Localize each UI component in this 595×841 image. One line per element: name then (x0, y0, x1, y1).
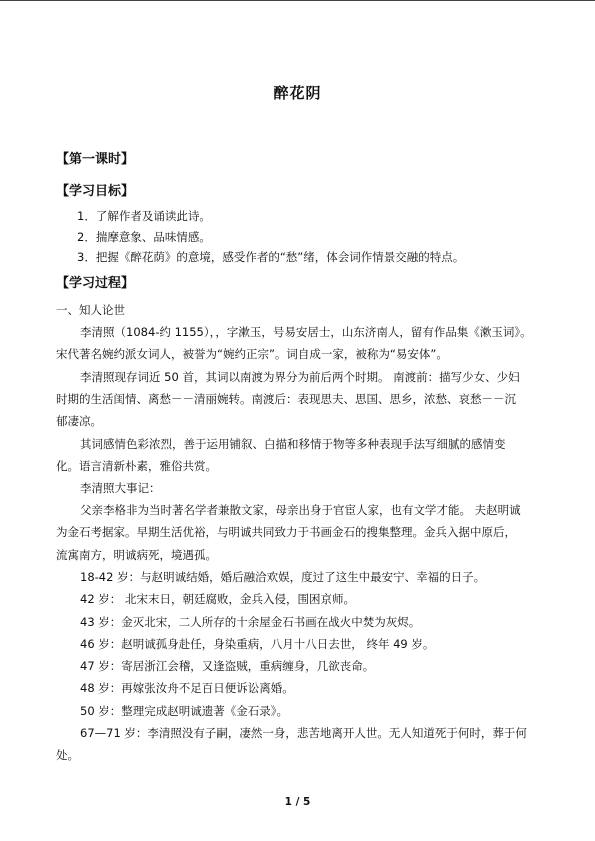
top-rule (0, 0, 595, 1)
timeline-item: 18-42 岁：与赵明诚结婚，婚后融洽欢娱，度过了这生中最安宁、幸福的日子。 (80, 570, 486, 584)
timeline-item: 46 岁：赵明诚孤身赴任，身染重病，八月十八日去世， 终年 49 岁。 (80, 637, 435, 651)
goal-item: 2．揣摩意象、品味情感。 (77, 230, 211, 244)
body-line: 宋代著名婉约派女词人，被誉为“婉约正宗”。词自成一家，被称为“易安体”。 (56, 347, 448, 361)
goal-item: 1．了解作者及诵读此诗。 (77, 209, 211, 223)
section-heading-lesson: 【第一课时】 (56, 152, 135, 167)
body-line: 时期的生活闺情、离愁－－清丽婉转。南渡后：表现思夫、思国、思乡，浓愁、哀愁－－沉 (56, 392, 516, 406)
body-line: 郁凄凉。 (56, 414, 102, 428)
timeline-item: 42 岁： 北宋末日，朝廷腐败，金兵入侵，围困京师。 (80, 592, 355, 606)
body-line: 其词感情色彩浓烈，善于运用铺叙、白描和移情于物等多种表现手法写细腻的感情变 (80, 437, 506, 451)
page-number: 1 / 5 (284, 796, 311, 808)
body-line: 李清照（1084-约 1155），，字漱玉，号易安居士，山东济南人，留有作品集《漱玉词》。 (80, 325, 532, 339)
body-line: 李清照大事记： (80, 481, 161, 495)
body-line: 流寓南方，明诚病死，境遇孤。 (56, 548, 217, 562)
body-line: 化。语言清新朴素，雅俗共赏。 (56, 459, 217, 473)
goal-item: 3．把握《醉花荫》的意境，感受作者的“愁”绪，体会词作情景交融的特点。 (77, 250, 465, 264)
body-line: 父亲李格非为当时著名学者兼散文家，母亲出身于官宦人家，也有文学才能。 夫赵明诚 (80, 503, 521, 517)
timeline-item: 47 岁：寄居浙江会稽，又逢盗贼，重病缠身，几欲丧命。 (80, 659, 375, 673)
section-heading-process: 【学习过程】 (56, 276, 135, 291)
page-title: 醉花阴 (273, 84, 322, 102)
timeline-item: 50 岁：整理完成赵明诚遗著《金石录》。 (80, 704, 289, 718)
timeline-item: 处。 (56, 748, 79, 762)
timeline-item: 48 岁：再嫁张汝舟不足百日便诉讼离婚。 (80, 681, 294, 695)
timeline-item: 43 岁：金灭北宋，二人所存的十余屋金石书画在战火中焚为灰烬。 (80, 615, 421, 629)
timeline-item: 67—71 岁：李清照没有子嗣，凄然一身，悲苦地离开人世。无人知道死于何时，葬于何 (80, 726, 527, 740)
body-line: 李清照现存词近 50 首，其词以南渡为界分为前后两个时期。 南渡前：描写少女、少妇 (80, 370, 520, 384)
subsection-heading: 一、知人论世 (56, 303, 125, 317)
section-heading-goals: 【学习目标】 (56, 184, 135, 199)
body-line: 为金石考据家。早期生活优裕，与明诚共同致力于书画金石的搜集整理。金兵入据中原后， (56, 525, 516, 539)
